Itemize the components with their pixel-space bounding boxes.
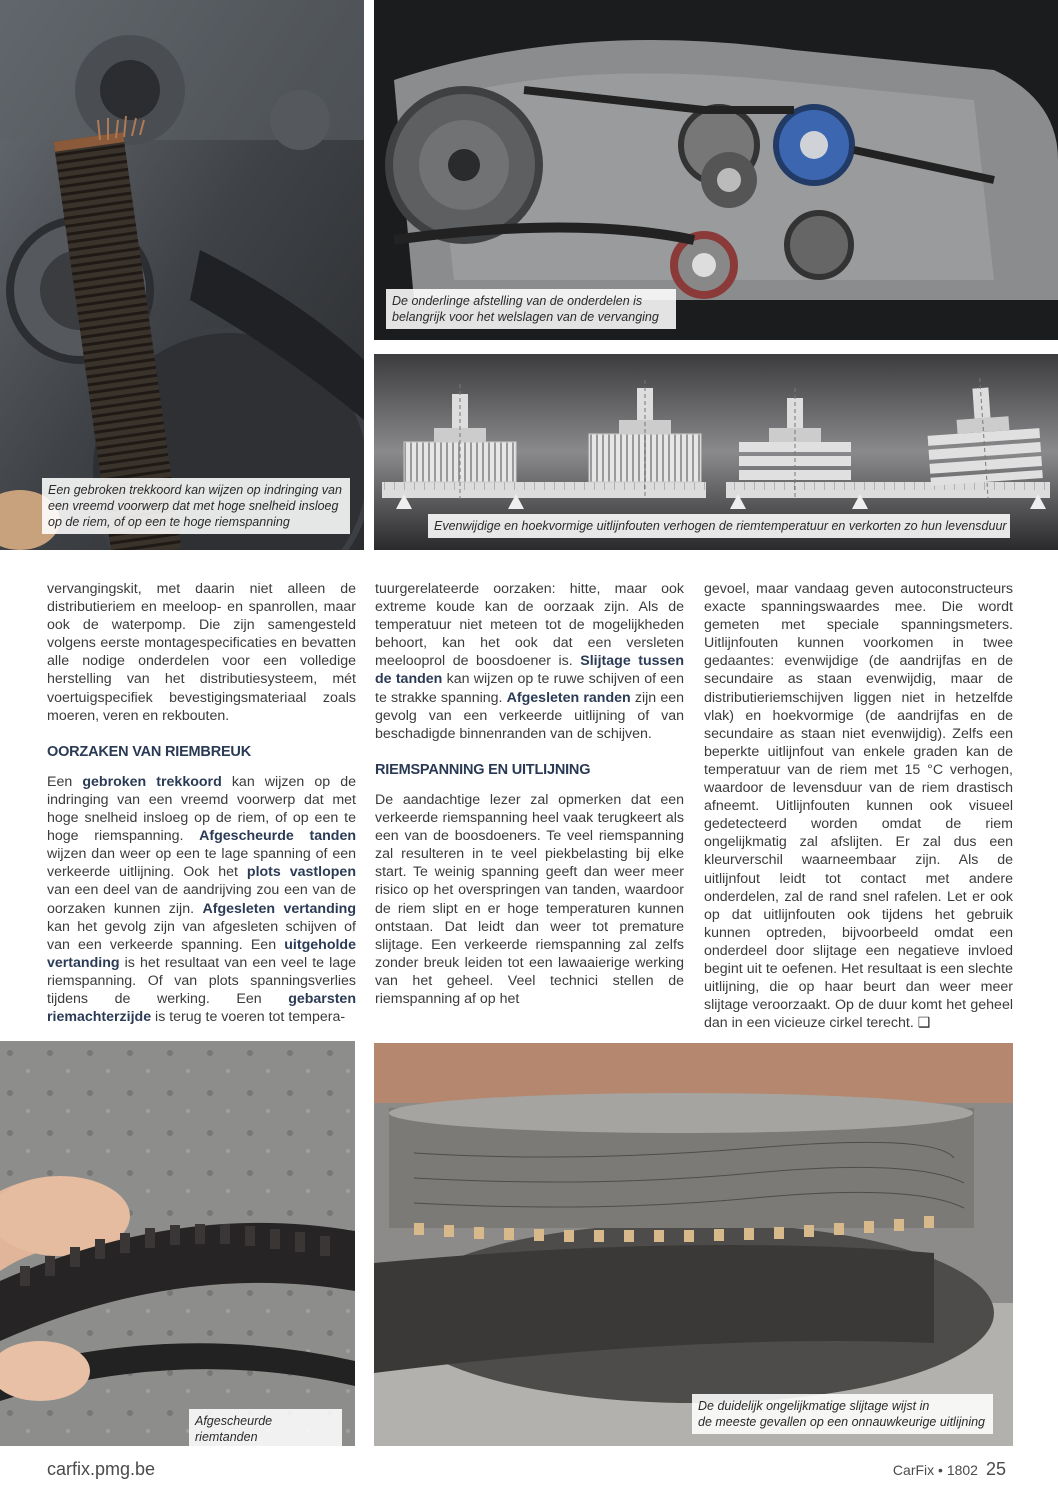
pulley-caption: De duidelijk ongelijkmatige slijtage wijst in de meeste gevallen op een onnauwkeurige uitlijning xyxy=(692,1394,993,1434)
text-column-1 xyxy=(47,580,356,1026)
term-afgesleten-randen: Afgesleten randen xyxy=(506,689,631,706)
engine-caption: De onderlinge afstelling van de onderdelen is belangrijk voor het welslagen van de vervanging xyxy=(386,289,676,329)
column-2-intro: tuurgerelateerde oorzaken: hitte, maar ook extreme koude kan de oorzaak zijn. Als de temperatuur niet meteen tot de mogelijkheden behoort, kan het ook dat een versleten meelooprol de boosdoener is. Slijtage tussen de tanden kan wijzen op te ruwe schijven of een te strakke spanning. Afgesleten randen zijn een gevolg van een verkeerde uitlijning of van beschadigde binnenranden van de schijven. xyxy=(375,581,685,742)
text-column-2 xyxy=(375,580,684,1008)
term-gebarsten-riemachterzijde: gebarsten riemachterzijde xyxy=(47,990,356,1026)
pulley-photo xyxy=(374,1043,1013,1446)
page-footer xyxy=(893,1459,1006,1480)
broken-belt-image xyxy=(0,0,364,550)
term-uitgeholde-vertanding: uitgeholde vertanding xyxy=(47,936,356,971)
broken-belt-photo xyxy=(0,0,364,550)
teeth-image xyxy=(0,1041,355,1446)
term-afgesleten-vertanding: Afgesleten vertanding xyxy=(202,900,357,917)
column-2-body: De aandachtige lezer zal opmerken dat een verkeerde riemspanning heel vaak terugkeert als een van de boosdoeners. Te veel riemspanning zal resulteren in te veel piekbelasting bij elke start. Te weinig spanning geeft dan weer meer risico op het overspringen van tanden, waardoor de riem slipt en er hoge temperaturen kunnen ontstaan. Dat leidt dan weer tot premature slijtage. Een verkeerde riemspanning zal zelfs zonder breuk leiden tot een lawaaierige werking van het geheel. Veel technici stellen de riemspanning af op het xyxy=(375,791,684,1007)
broken-belt-caption: Een gebroken trekkoord kan wijzen op indringing van een vreemd voorwerp dat met hoge snelheid insloeg op de riem, of op een te hoge riemspanning xyxy=(42,478,350,534)
page-number: 25 xyxy=(985,1459,1006,1479)
website-link[interactable]: carfix.pmg.be xyxy=(47,1459,156,1479)
magazine-issue: CarFix • 1802 xyxy=(892,1462,978,1478)
term-slijtage-tussen-tanden: Slijtage tussen de tanden xyxy=(375,653,684,688)
column-3-body: gevoel, maar vandaag geven autoconstructeurs exacte spanningswaardes mee. Die wordt gemeten met speciale spanningsmeters. Uitlijnfouten kunnen voorkomen in twee gedaantes: evenwijdige (de aandrijfas en de secundaire as staan evenwijdig, maar de distributieriemschijven liggen niet in hetzelfde vlak) en hoekvormige (de aandrijfas en de secundaire as staan niet evenwijdig). Zelfs een beperkte uitlijnfout van enkele graden kan de temperatuur van de riem met 15 °C verhogen, waardoor de levensduur van de riem drastisch afneemt. Uitlijnfouten kunnen ook visueel gedetecteerd worden omdat de riem ongelijkmatig zal afslijten. Er zal dus een kleurverschil waarneembaar zijn. Als de uitlijnfout leidt tot contact met andere onderdelen, zal de rand snel rafelen. Let er ook op dat uitlijnfouten ook tijdens het gebruik kunnen optreden, bijvoorbeeld omdat een onderdeel door slijtage een negatieve invloed begint uit te oefenen. Het resultaat is een slechte uitlijning, die op haar beurt dan weer meer slijtage veroorzaakt. Op de duur komt het geheel dan in een vicieuze cirkel terecht. ❑ xyxy=(704,581,1013,1032)
column-1-body: Een gebroken trekkoord kan wijzen op de indringing van een vreemd voorwerp dat met hoge snelheid insloeg op de riem, of op een te hoge riemspanning. Afgescheurde tanden wijzen dan weer op een te lage spanning of een verkeerde uitlijning. Ook het plots vastlopen van een deel van de aandrijving zou een van de oorzaken kunnen zijn. Afgesleten vertanding kan het gevolg zijn van afgesleten schijven of van een verkeerde spanning. Een uitgeholde vertanding is het resultaat van een veel te lage riemspanning. Of van plots spanningsverlies tijdens de werking. Een gebarsten riemachterzijde is terug te voeren tot tempera- xyxy=(47,773,357,1026)
heading-riemspanning: RIEMSPANNING EN UITLIJNING xyxy=(375,761,591,778)
term-gebroken-trekkoord: gebroken trekkoord xyxy=(82,773,222,790)
term-plots-vastlopen: plots vastlopen xyxy=(246,864,356,881)
end-mark: ❑ xyxy=(917,1015,931,1032)
column-1-intro: vervangingskit, met daarin niet alleen de distributieriem en meeloop- en spanrollen, maar ook de waterpomp. Die zijn samengesteld volgens eerste montagespecificaties en bevatten alle nodige onderdelen voor een volledige herstelling van het distributiesysteem, mét voertuigspecifiek bevestigingsmateriaal zoals moeren, veren en rekbouten. xyxy=(47,581,356,724)
heading-riembreuk: OORZAKEN VAN RIEMBREUK xyxy=(47,743,251,760)
teeth-photo xyxy=(0,1041,355,1446)
term-afgescheurde-tanden: Afgescheurde tanden xyxy=(199,828,357,845)
pulley-image xyxy=(374,1043,1013,1446)
text-column-3 xyxy=(704,580,1013,1032)
alignment-caption: Evenwijdige en hoekvormige uitlijnfouten verhogen de riemtemperatuur en verkorten zo hun levensduur xyxy=(428,514,1010,538)
teeth-caption: Afgescheurde riemtanden xyxy=(189,1409,342,1449)
